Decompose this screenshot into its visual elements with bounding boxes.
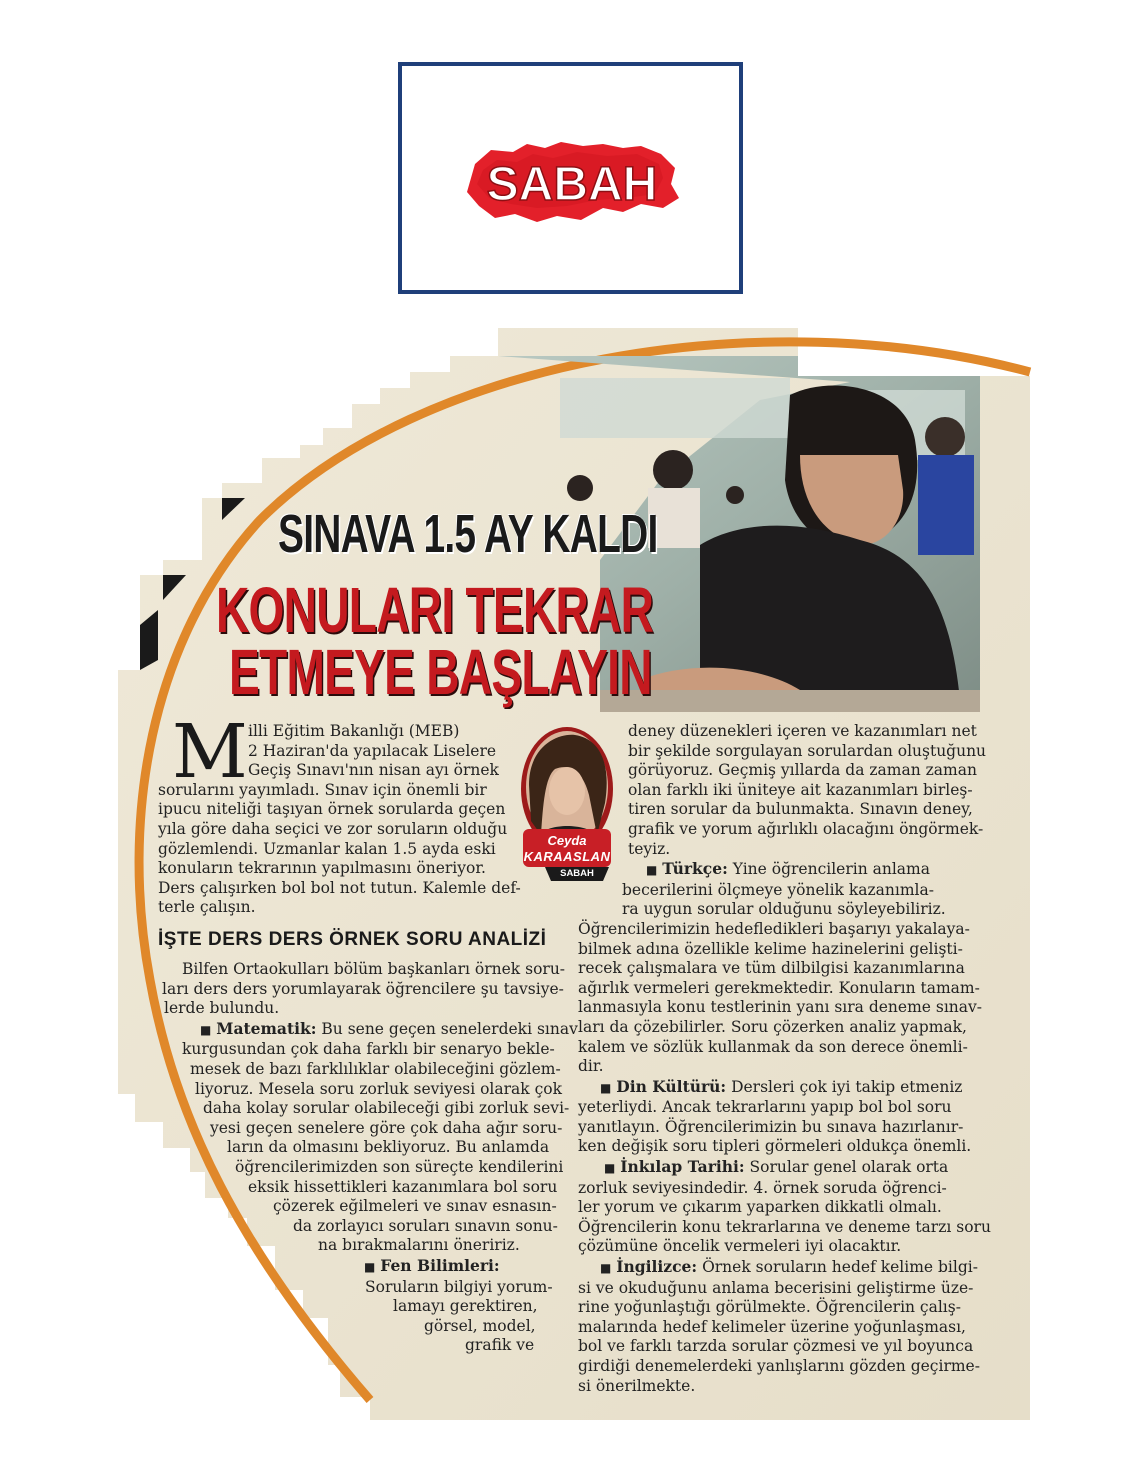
ingilizce-label: İngilizce: (616, 1257, 698, 1277)
turkce-label: Türkçe: (662, 859, 728, 879)
body-line: lanmasıyla konu testlerinin yanı sıra deneme sınav- (578, 998, 982, 1017)
bullet-square-icon: ■ (364, 1259, 376, 1274)
headline-line-1: SINAVA 1.5 AY KALDI (278, 504, 658, 564)
body-line: ları da çözebilirler. Soru çözerken analiz yapmak, (578, 1017, 967, 1036)
body-line: Sorular genel olarak orta (744, 1158, 949, 1177)
body-line: görsel, model, (424, 1316, 536, 1335)
body-line: ağırlık vermeleri gerekmektedir. Konuların tamam- (578, 978, 980, 997)
inkilap-label: İnkılap Tarihi: (620, 1157, 745, 1177)
intro-line: yıla göre daha seçici ve zor soruların olduğu (158, 819, 508, 838)
body-line: lamayı gerektiren, (393, 1297, 538, 1316)
logo-text: SABAH (486, 158, 658, 211)
body-line: Öğrencilerimizin hedefledikleri başarıyı yakalaya- (578, 919, 970, 938)
body-line: daha kolay sorular olabileceği gibi zorluk sevi- (203, 1099, 570, 1118)
bullet-square-icon: ■ (600, 1080, 612, 1095)
body-line: recek çalışmalara ve tüm dilbilgisi kazanımlarına (578, 959, 965, 978)
body-line: Bilfen Ortaokulları bölüm başkanları örnek soru- (182, 960, 566, 978)
body-line: öğrencilerimizden son süreçte kendilerini (235, 1157, 564, 1176)
body-line: si önerilmekte. (578, 1376, 696, 1395)
body-line: becerilerini ölçmeye yönelik kazanımla- (622, 880, 934, 899)
body-line: ler yorum ve çıkarım yaparken dikkatli olmalı. (578, 1198, 942, 1217)
din-label: Din Kültürü: (616, 1076, 727, 1096)
bullet-square-icon: ■ (646, 863, 658, 878)
body-line: kurgusundan çok daha farklı bir senaryo bekle- (182, 1040, 555, 1059)
body-line: grafik ve (465, 1336, 535, 1355)
body-line: çözümüne öncelik vermeleri iyi olacaktır. (578, 1237, 902, 1256)
body-line: girdiği denemelerdeki yanlışlarını gözden geçirme- (578, 1357, 980, 1375)
body-line: Örnek soruların hedef kelime bilgi- (697, 1258, 978, 1277)
body-line: dir. (578, 1057, 604, 1076)
intro-line: Ders çalışırken bol bol not tutun. Kalemle def- (158, 878, 521, 897)
body-line: ken değişik soru tipleri görmeleri oldukça önemli. (578, 1137, 972, 1156)
headline-line-3: ETMEYE BAŞLAYIN (229, 636, 652, 708)
body-line: mesek de bazı farklılıklar olabileceğini gözlem- (190, 1059, 561, 1078)
intro-line: illi Eğitim Bakanlığı (MEB) (248, 722, 460, 740)
drop-cap: M (172, 709, 248, 795)
body-line: Öğrencilerin konu tekrarlarına ve deneme tarzı soru (578, 1217, 991, 1236)
body-line: lerde bulundu. (164, 999, 280, 1018)
intro-line: gözlemlendi. Uzmanlar kalan 1.5 ayda eski (158, 839, 496, 858)
body-line: görüyoruz. Geçmiş yıllarda da zaman zaman (628, 761, 977, 780)
bullet-square-icon: ■ (200, 1022, 212, 1037)
section-subhead: İŞTE DERS DERS ÖRNEK SORU ANALİZİ (158, 929, 547, 950)
author-first-name: Ceyda (547, 833, 587, 848)
body-line: si ve okuduğunu anlama becerisini geliştirme üze- (578, 1278, 974, 1297)
body-line: Dersleri çok iyi takip etmeniz (726, 1077, 963, 1096)
bullet-square-icon: ■ (600, 1261, 612, 1276)
body-line: bir şekilde sorgulayan sorulardan oluştuğunu (628, 741, 987, 760)
author-source: SABAH (560, 868, 594, 879)
body-line: rine yoğunlaştığı görülmekte. Öğrencilerin çalış- (578, 1298, 961, 1317)
body-line: ları ders ders yorumlayarak öğrencilere şu tavsiye- (162, 979, 564, 998)
matematik-label: Matematik: (216, 1018, 317, 1038)
body-line: liyoruz. Mesela soru zorluk seviyesi olarak çok (195, 1079, 562, 1098)
body-line: zorluk seviyesindedir. 4. örnek soruda öğrenci- (578, 1178, 947, 1197)
body-line: kalem ve sözlük kullanmak da son derece önemli- (578, 1037, 968, 1056)
bullet-square-icon: ■ (604, 1161, 616, 1176)
right-column (578, 722, 991, 1396)
body-line: teyiz. (628, 839, 671, 858)
body-line: na bırakmalarını öneririz. (318, 1236, 520, 1255)
body-line: da zorlayıcı soruları sınavın sonu- (293, 1216, 558, 1235)
intro-line: Geçiş Sınavı'nın nisan ayı örnek (248, 761, 499, 780)
body-line: olan farklı iki üniteye ait kazanımları birleş- (628, 780, 973, 799)
body-line: ra uygun sorular olduğunu söyleyebiliriz. (622, 900, 946, 919)
body-line: ların da olmasını bekliyoruz. Bu anlamda (227, 1138, 550, 1157)
intro-line: konuların tekrarının yapılmasını öneriyor. (158, 859, 486, 878)
body-line: grafik ve yorum ağırlıklı olacağını öngörmek- (628, 819, 984, 838)
intro-line: sorularını yayımladı. Sınav için önemli bir (158, 780, 487, 799)
body-line: Yine öğrencilerin anlama (727, 860, 930, 879)
body-line: eksik hissettikleri kazanımlara bol soru (248, 1177, 558, 1196)
body-line: tiren sorular da bulunmakta. Sınavın deney, (628, 800, 973, 819)
author-last-name: KARAASLAN (523, 849, 611, 864)
body-line: Soruların bilgiyi yorum- (365, 1277, 553, 1296)
intro-line: ipucu niteliği taşıyan örnek sorularda geçen (158, 800, 506, 819)
body-line: bol ve farklı tarzda sorular çözmesi ve yıl boyunca (578, 1337, 974, 1356)
body-line: yesi geçen senelere göre çok daha ağır soru- (210, 1118, 563, 1137)
intro-line: terle çalışın. (158, 898, 256, 917)
left-column (160, 960, 578, 1356)
body-line: deney düzenekleri içeren ve kazanımları net (628, 722, 977, 740)
body-line: yanıtlayın. Öğrencilerimizin bu sınava hazırlanır- (578, 1117, 964, 1136)
fen-label: Fen Bilimleri: (380, 1255, 500, 1275)
intro-line: 2 Haziran'da yapılacak Liselere (248, 741, 497, 760)
body-line: çözerek eğilmeleri ve sınav esnasın- (273, 1197, 557, 1216)
headline-line-2: KONULARI TEKRAR (216, 574, 654, 646)
body-line: malarında hedef kelimeler üzerine yoğunlaşması, (578, 1317, 966, 1336)
intro-paragraph (158, 722, 521, 918)
body-line: Bu sene geçen senelerdeki sınav (316, 1019, 578, 1038)
body-line: yeterliydi. Ancak tekrarlarını yapıp bol bol soru (578, 1098, 952, 1117)
body-line: bilmek adına özellikle kelime hazinelerini gelişti- (578, 939, 963, 958)
